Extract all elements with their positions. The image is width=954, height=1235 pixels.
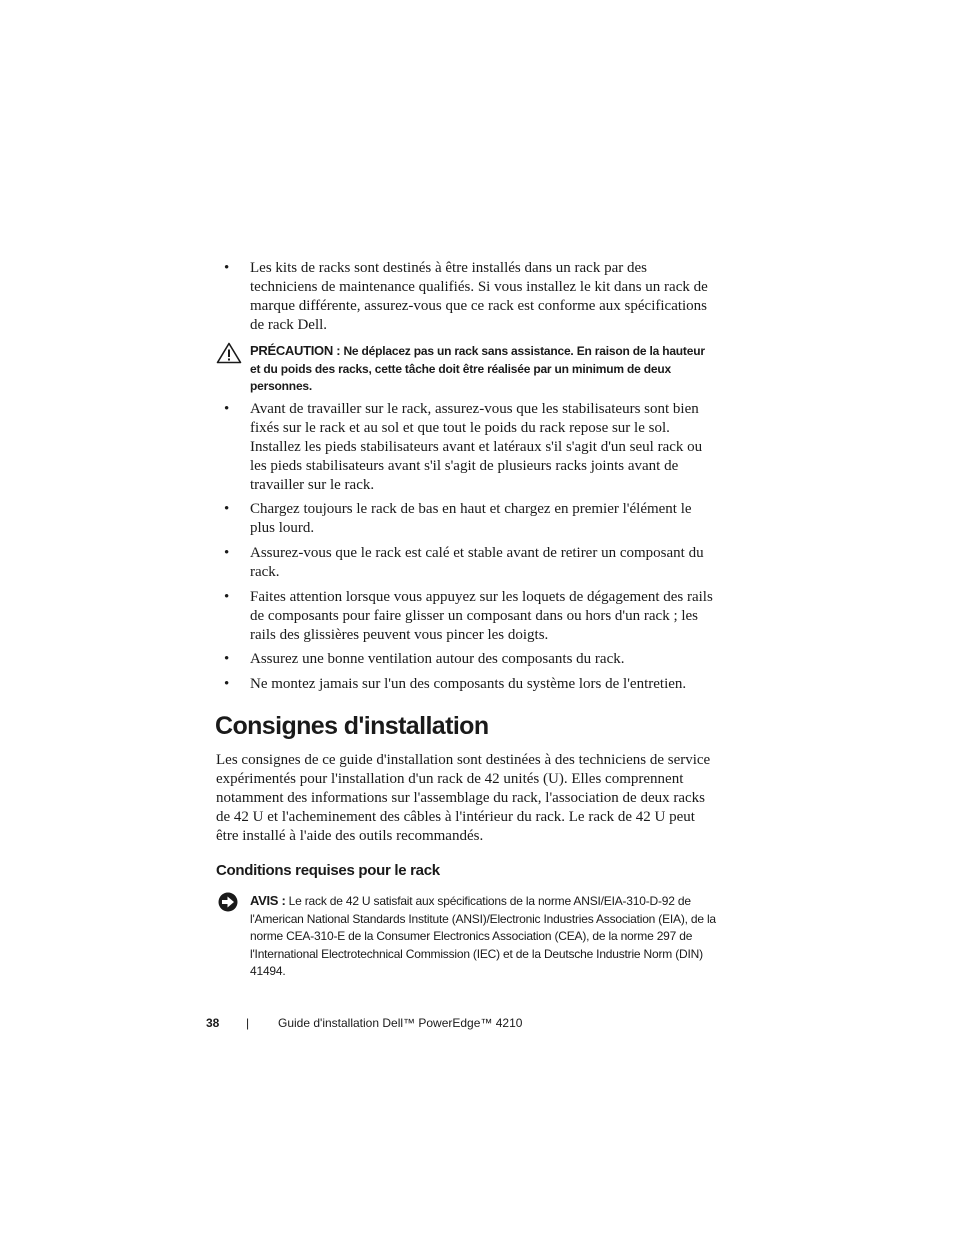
footer-title: Guide d'installation Dell™ PowerEdge™ 4210 [278,1016,523,1030]
bullet-dot: • [224,545,230,561]
caution-body: Ne déplacez pas un rack sans assistance. En raison de la hauteur et du poids des racks, cette tâche doit être réalisée par un minimum de deux personnes. [250,344,705,393]
bullet-dot: • [224,501,230,517]
bullet-text: Chargez toujours le rack de bas en haut et chargez en premier l'élément le plus lourd. [250,501,692,536]
notice-label: AVIS : [250,893,286,908]
bullet-dot: • [224,676,230,692]
caution-label: PRÉCAUTION : [250,343,341,358]
subsection-title: Conditions requises pour le rack [216,862,440,879]
footer-separator: | [246,1016,250,1030]
bullet-dot: • [224,589,230,605]
page-number: 38 [206,1016,220,1030]
bullet-dot: • [224,651,230,667]
bullet-dot: • [224,260,230,276]
bullet-text: Assurez une bonne ventilation autour des composants du rack. [250,651,625,667]
bullet-text: Faites attention lorsque vous appuyez sur les loquets de dégagement des rails de composants pour faire glisser un composant dans ou hors d'un rack ; les rails des glissières peuvent vous pincer les doigts. [250,589,713,643]
section-title: Consignes d'installation [215,712,489,740]
bullet-text: Avant de travailler sur le rack, assurez-vous que les stabilisateurs sont bien fixés sur le rack et au sol et que tout le poids du rack repose sur le sol. Installez les pieds stabilisateurs avant et latéraux s'il s'agit d'un seul rack ou les pieds stabilisateurs avant s'il s'agit de plusieurs racks joints avant de travailler sur le rack. [250,401,703,493]
notice-body: Le rack de 42 U satisfait aux spécifications de la norme ANSI/EIA-310-D-92 de l'American National Standards Institute (ANSI)/Electronic Industries Association (EIA), de la norme CEA-310-E de la Consumer Electronics Association (CEA), de la norme 297 de l'International Electrotechnical Commission (IEC) et de la Deutsche Industrie Norm (DIN) 41494. [250,894,716,978]
section-paragraph: Les consignes de ce guide d'installation sont destinées à des techniciens de service expérimentés pour l'installation d'un rack de 42 unités (U). Elles comprennent notamment des informations sur l'assemblage du rack, l'association de deux racks de 42 U et l'acheminement des câbles à l'intérieur du rack. Le rack de 42 U peut être installé à l'aide des outils recommandés. [216,752,711,844]
bullet-text: Ne montez jamais sur l'un des composants du système lors de l'entretien. [250,676,687,692]
warning-triangle-icon [216,342,242,364]
bullet-dot: • [224,401,230,417]
notice-text [250,892,716,981]
bullet-text: Les kits de racks sont destinés à être installés dans un rack par des techniciens de maintenance qualifiés. Si vous installez le kit dans un rack de marque différente, assurez-vous que ce rack est conforme aux spécifications de rack Dell. [250,260,708,333]
notice-arrow-icon [216,892,242,914]
bullet-text: Assurez-vous que le rack est calé et stable avant de retirer un composant du rack. [250,545,704,580]
caution-text [250,342,716,396]
